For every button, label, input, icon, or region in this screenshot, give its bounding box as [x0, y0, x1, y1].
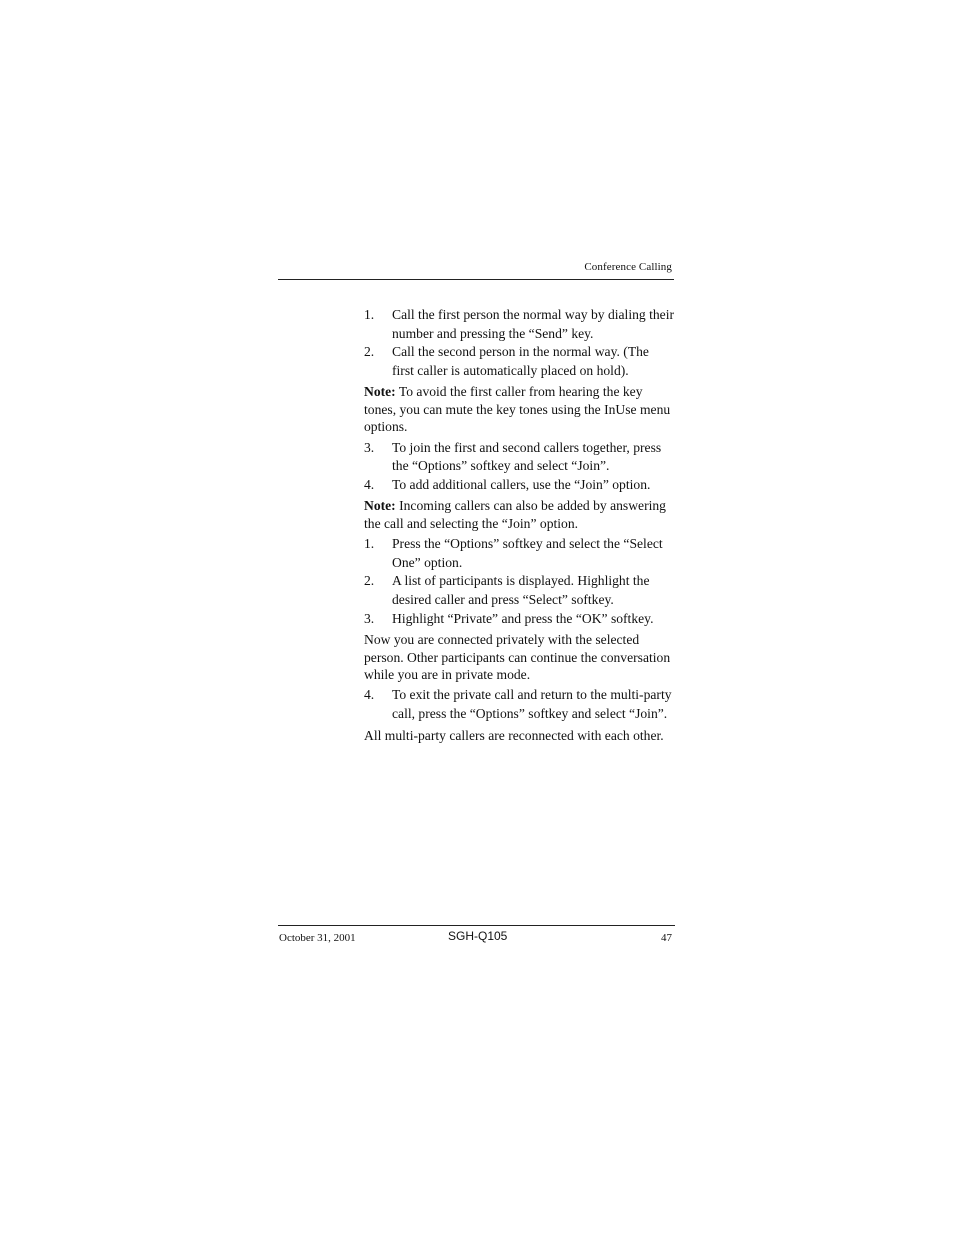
step-text: To join the first and second callers together, press the “Options” softkey and select “Join”.	[392, 439, 662, 474]
step-text: A list of participants is displayed. Highlight the desired caller and press “Select” softkey.	[392, 573, 650, 607]
step-number: 4.	[364, 476, 375, 492]
running-header-title: Conference Calling	[584, 261, 672, 273]
note-label: Note:	[364, 498, 396, 514]
step-number: 4.	[364, 687, 375, 703]
note-text: Incoming callers can also be added by answering the call and selecting the “Join” option.	[364, 498, 666, 531]
step-number: 3.	[364, 610, 375, 626]
step-text: Call the first person the normal way by dialing their number and pressing the “Send” key.	[392, 307, 675, 341]
step-text: To exit the private call and return to the multi-party call, press the “Options” softkey and select “Join”.	[392, 687, 672, 721]
step-number: 1.	[364, 307, 375, 322]
footer-date: October 31, 2001	[279, 932, 356, 944]
footer-page-number: 47	[661, 932, 672, 944]
note-paragraph	[364, 497, 674, 532]
list-item	[364, 306, 674, 343]
step-text: Call the second person in the normal way. (The first caller is automatically placed on hold).	[392, 344, 649, 378]
list-item	[364, 686, 674, 723]
note-text: To avoid the first caller from hearing the key tones, you can mute the key tones using the InUse menu options.	[364, 384, 671, 435]
footer-model: SGH-Q105	[448, 929, 508, 943]
list-item	[364, 439, 674, 476]
step-number: 2.	[364, 573, 375, 589]
list-item	[364, 476, 674, 495]
header-rule	[278, 279, 674, 280]
step-number: 1.	[364, 536, 375, 552]
step-number: 2.	[364, 344, 375, 360]
note-paragraph	[364, 383, 674, 435]
footer-rule	[278, 925, 675, 926]
note-label: Note:	[364, 384, 396, 400]
list-item	[364, 610, 674, 629]
body-paragraph: Now you are connected privately with the selected person. Other participants can continue the conversation while you are in private mode.	[364, 632, 671, 682]
list-item	[364, 572, 674, 609]
step-text: Highlight “Private” and press the “OK” softkey.	[392, 610, 654, 626]
page-content	[364, 306, 674, 744]
body-paragraph: All multi-party callers are reconnected with each other.	[364, 727, 664, 743]
list-item	[364, 343, 674, 380]
step-text: Press the “Options” softkey and select the “Select One” option.	[392, 536, 663, 570]
step-number: 3.	[364, 439, 375, 455]
step-text: To add additional callers, use the “Join” option.	[392, 476, 651, 492]
list-item	[364, 535, 674, 572]
